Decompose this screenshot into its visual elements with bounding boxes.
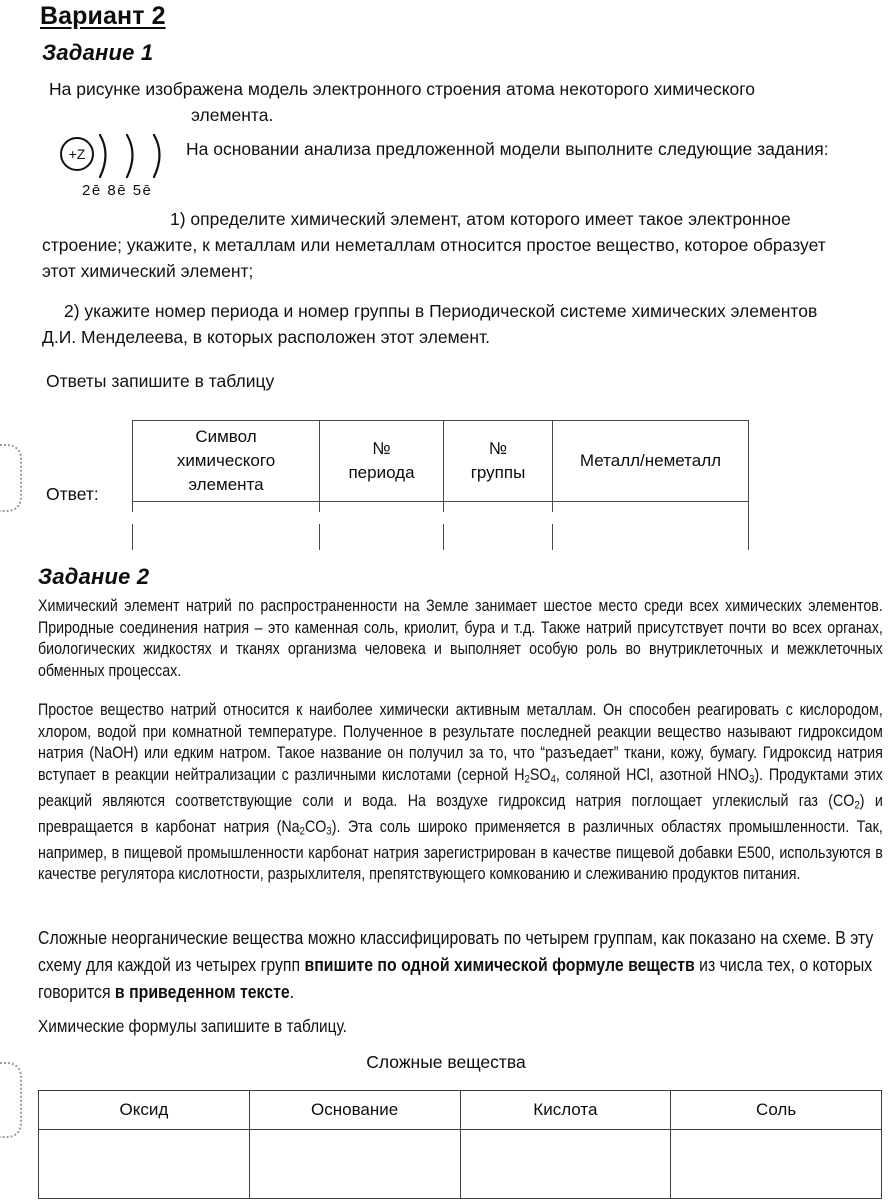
atom-electron-shell-diagram xyxy=(52,132,182,202)
task-1-intro xyxy=(49,76,864,128)
table-row xyxy=(133,502,749,551)
page-title: Вариант 2 xyxy=(40,2,166,30)
atom-diagram-svg xyxy=(52,132,182,188)
task-1-heading: Задание 1 xyxy=(42,40,154,65)
task-2-paragraph-3: Сложные неорганические вещества можно классифицировать по четырем группам, как показано на схеме. В эту схему для каждой из четырех групп впишите по одной химической формуле веществ из числа тех, о которых говорится в приведенном тексте. xyxy=(38,928,874,1002)
answer-cell-symbol[interactable] xyxy=(133,502,320,551)
answer-cell-period[interactable] xyxy=(320,502,444,551)
task-1-figure-caption: На основании анализа предложенной модели выполните следующие задания: xyxy=(186,139,829,159)
table-clip-mask xyxy=(132,512,714,524)
table-header-row xyxy=(39,1091,882,1130)
task-1-intro-line-1: На рисунке изображена модель электронного строения атома некоторого химического xyxy=(49,79,756,99)
table-header-cell-base: Основание xyxy=(249,1091,460,1130)
task-1-intro-line-2: элемента. xyxy=(191,105,274,125)
table-header-cell-oxide: Оксид xyxy=(39,1091,250,1130)
answer-cell-metal-nonmetal[interactable] xyxy=(553,502,749,551)
selection-marker-bottom[interactable] xyxy=(0,1062,22,1138)
answer-label: Ответ: xyxy=(46,484,99,504)
svg-text:+Z: +Z xyxy=(68,146,86,162)
table-header-cell-group: № группы xyxy=(444,421,553,502)
answer-cell-salt[interactable] xyxy=(671,1130,882,1199)
task-2-table-caption: Сложные вещества xyxy=(366,1052,526,1072)
table-header-cell-metal-nonmetal: Металл/неметалл xyxy=(553,421,749,502)
task-2-heading: Задание 2 xyxy=(38,564,150,589)
table-header-cell-period: № периода xyxy=(320,421,444,502)
answer-cell-acid[interactable] xyxy=(460,1130,671,1199)
task-1-item-2: 2) укажите номер периода и номер группы в Периодической системе химических элементов Д.И. Менделеева, в которых расположен этот элемент. xyxy=(42,301,818,347)
task-2-paragraph-1: Химический элемент натрий по распространенности на Земле занимает шестое место среди всех химических элементов. Природные соединения натрия – это каменная соль, криолит, бура и т.д. Также натрий присутствует почти во всех органах, биологических жидкостях и тканях организма человека и выполняет особую роль во внутриклеточных и межклеточных обменных процессах. xyxy=(38,597,883,680)
table-header-cell-symbol: Символ химического элемента xyxy=(133,421,320,502)
task-1-answers-note: Ответы запишите в таблицу xyxy=(46,371,275,391)
answer-cell-group[interactable] xyxy=(444,502,553,551)
table-header-row xyxy=(133,421,749,502)
task-2-paragraph-4: Химические формулы запишите в таблицу. xyxy=(38,1016,347,1036)
table-header-cell-acid: Кислота xyxy=(460,1091,671,1130)
table-header-cell-salt: Соль xyxy=(671,1091,882,1130)
selection-marker-top[interactable] xyxy=(0,444,22,512)
task-1-answer-table xyxy=(132,420,749,550)
answer-cell-base[interactable] xyxy=(249,1130,460,1199)
atom-shell-labels: 2ē 8ē 5ē xyxy=(82,182,153,199)
task-2-paragraph-2: Простое вещество натрий относится к наиболее химически активным металлам. Он способен реагировать с кислородом, хлором, водой при комнатной температуре. Полученное в результате последней реакции вещество называют гидроксидом натрия (NaOH) или едким натром. Такое название он получил за то, что “разъедает” ткани, кожу, бумагу. Гидроксид натрия вступает в реакции нейтрализации с различными кислотами (серной $H_2SO_4$, соляной HCl, азотной $HNO_3$). Продуктами этих реакций являются соответствующие соли и вода. На воздухе гидроксид натрия поглощает углекислый газ $(CO_2)$ и превращается в карбонат натрия $(Na_2CO_3)$. Эта соль широко применяется в различных областях промышленности. Так, например, в пищевой промышленности карбонат натрия зарегистрирован в качестве пищевой добавки Е500, используются в качестве регулятора кислотности, разрыхлителя, препятствующего комкованию и слеживанию продуктов питания. xyxy=(38,701,883,884)
task-1-item-1: 1) определите химический элемент, атом которого имеет такое электронное строение; укажите, к металлам или неметаллам относится простое вещество, которое образует этот химический элемент; xyxy=(42,209,826,281)
task-2-answer-table xyxy=(38,1090,882,1199)
table-row xyxy=(39,1130,882,1199)
answer-cell-oxide[interactable] xyxy=(39,1130,250,1199)
